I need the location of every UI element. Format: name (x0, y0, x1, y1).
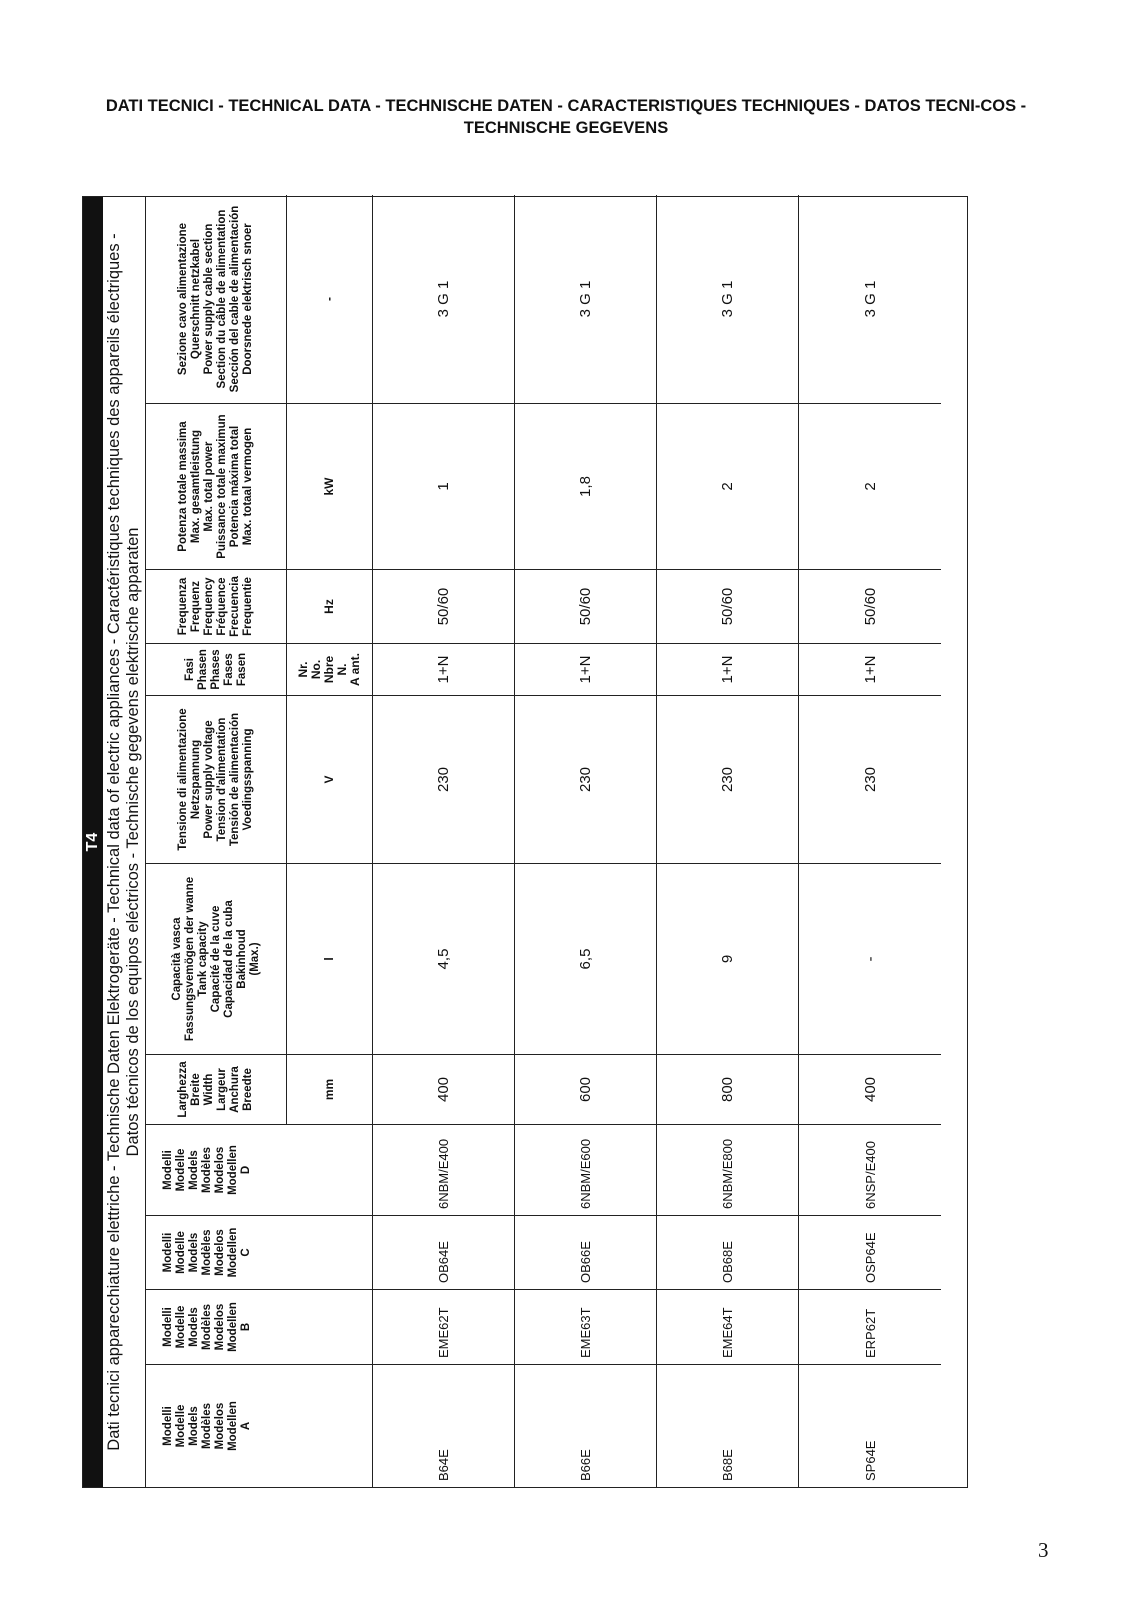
column-header-line: Querschnitt netzkabel (190, 238, 202, 360)
page-title: DATI TECNICI - TECHNICAL DATA - TECHNISCHE DATEN - CARACTERISTIQUES TECHNIQUES - DATOS TECNI-COS - TECHNISCHE GEGEVENS (105, 97, 1027, 137)
column-header-line: Models (188, 1232, 200, 1273)
column-header-line: Frequenza (177, 577, 189, 636)
table-cell-capacity: 9 (657, 863, 799, 1054)
column-header-line: Netzspannung (190, 739, 202, 820)
column-header-line: Width (203, 1073, 215, 1106)
table-cell-model-d: 6NBM/E600 (515, 1124, 657, 1215)
column-header-capacity (146, 863, 287, 1054)
table-cell-width: 400 (373, 1054, 515, 1124)
table-cell-voltage: 230 (799, 695, 941, 863)
table-cell-voltage: 230 (515, 695, 657, 863)
column-header-line: Larghezza (177, 1061, 189, 1118)
unit-line: Nbre (322, 655, 336, 684)
column-header-line: Modelli (162, 1150, 174, 1190)
table-cell-model-b: EME62T (373, 1289, 515, 1364)
table-cell-model-c: OB68E (657, 1215, 799, 1289)
unit-cell-cable (287, 195, 373, 403)
column-header-line: Power supply voltage (203, 720, 215, 839)
column-header-line: Max. gesamtleistung (190, 429, 202, 544)
table-cell-power: 1,8 (515, 403, 657, 569)
column-header-line: Puissance totale maximun (216, 414, 228, 559)
unit-cell-power (287, 403, 373, 569)
table-cell-width: 800 (657, 1054, 799, 1124)
table-cell-model-b: EME64T (657, 1289, 799, 1364)
table-cell-capacity: - (799, 863, 941, 1054)
unit-line: N. (335, 663, 349, 676)
unit-line: Hz (322, 599, 336, 614)
column-header-model-b (146, 1289, 373, 1364)
column-header-line: Section du câble de alimentation (216, 209, 228, 389)
column-header-line: Sección del cable de alimentación (229, 205, 241, 393)
table-cell-frequency: 50/60 (373, 569, 515, 643)
column-header-line: Models (188, 1307, 200, 1347)
table-cell-model-c: OSP64E (799, 1215, 941, 1289)
table-cell-cable: 3 G 1 (657, 195, 799, 403)
column-header-line: Modellen (227, 1227, 239, 1278)
column-header-line: Fasi (183, 658, 196, 682)
column-header-line: Bakinhoud (235, 929, 248, 989)
column-header-line: Capacità vasca (170, 917, 183, 1001)
column-header-line: Frequentie (242, 577, 254, 636)
column-header-line: Capacité de la cuve (209, 905, 222, 1013)
column-header-line: Tank capacity (196, 921, 209, 997)
table-caption-line-2: Datos técnicos de los equipos eléctricos - Technische gegevens elektrische apparaten (124, 527, 142, 1157)
column-header-frequency (146, 569, 287, 643)
table-cell-width: 600 (515, 1054, 657, 1124)
table-cell-cable: 3 G 1 (515, 195, 657, 403)
unit-line: l (322, 957, 336, 961)
column-header-line: Modellen (227, 1302, 239, 1352)
table-cell-model-d: 6NBM/E400 (373, 1124, 515, 1215)
column-header-line: Breedte (242, 1068, 254, 1111)
column-header-line: Fasen (235, 652, 248, 687)
column-header-line: Max. total power (203, 441, 215, 532)
table-cell-model-b: EME63T (515, 1289, 657, 1364)
column-header-line: Fases (222, 653, 235, 686)
column-header-line: Modelos (214, 1146, 226, 1194)
column-header-line: Modèles (201, 1403, 213, 1450)
column-header-line: Frecuencia (229, 576, 241, 637)
table-cell-power: 2 (799, 403, 941, 569)
table-cell-model-b: ERP62T (799, 1289, 941, 1364)
unit-line: kW (322, 477, 336, 496)
column-header-line: Potencia máxima total (229, 425, 241, 548)
table-cell-capacity: 6,5 (515, 863, 657, 1054)
table-cell-capacity: 4,5 (373, 863, 515, 1054)
column-header-line: Phases (209, 649, 222, 690)
table-cell-phases: 1+N (515, 643, 657, 695)
column-header-line: Modelli (162, 1232, 174, 1273)
unit-cell-frequency (287, 569, 373, 643)
column-header-line: Fassungsvemögen der wanne (183, 876, 196, 1042)
table-cell-power: 1 (373, 403, 515, 569)
column-header-line: Tension d'alimentation (216, 717, 228, 842)
column-header-line: Frequenz (190, 580, 202, 633)
unit-line: - (322, 297, 336, 301)
column-header-line: Anchura (229, 1066, 241, 1113)
column-header-line: Modèles (201, 1304, 213, 1351)
unit-line: A ant. (348, 653, 362, 686)
column-header-line: Modelle (175, 1231, 187, 1274)
column-header-cable (146, 195, 287, 403)
table-cell-model-d: 6NSP/E400 (799, 1124, 941, 1215)
table-cell-frequency: 50/60 (657, 569, 799, 643)
column-header-line: Phasen (196, 649, 209, 690)
column-header-line: Sezione cavo alimentazione (177, 222, 189, 376)
table-cell-phases: 1+N (373, 643, 515, 695)
table-caption-line-1: Dati tecnici apparecchiature elettriche - Technische Daten Elektrogeräte - Technical data of electric appliances - Caractéristiques techniques des appareils électriques - (105, 233, 123, 1451)
column-header-line: A (240, 1421, 252, 1431)
column-header-line: Modellen (227, 1145, 239, 1195)
table-cell-model-a: B64E (373, 1364, 515, 1487)
table-label: T4 (83, 197, 103, 1487)
table-cell-model-c: OB66E (515, 1215, 657, 1289)
table-cell-frequency: 50/60 (515, 569, 657, 643)
column-header-line: C (240, 1248, 252, 1257)
table-cell-model-a: SP64E (799, 1364, 941, 1487)
table-cell-width: 400 (799, 1054, 941, 1124)
column-header-line: Modelli (162, 1406, 174, 1446)
column-header-line: Modelle (175, 1148, 187, 1192)
table-cell-model-a: B66E (515, 1364, 657, 1487)
unit-line: mm (322, 1078, 336, 1101)
column-header-line: Breite (190, 1073, 202, 1106)
column-header-line: Largeur (216, 1068, 228, 1111)
column-header-line: (Max.) (248, 942, 261, 976)
column-header-line: Power supply cable section (203, 223, 215, 375)
table-cell-model-a: B68E (657, 1364, 799, 1487)
column-header-line: Modèles (201, 1147, 213, 1194)
column-header-line: Fréquence (216, 577, 228, 636)
table-cell-model-d: 6NBM/E800 (657, 1124, 799, 1215)
column-header-line: Modelos (214, 1303, 226, 1351)
table-cell-cable: 3 G 1 (373, 195, 515, 403)
column-header-line: Doorsnede elektrisch snoer (242, 223, 254, 375)
table-caption (103, 197, 146, 1487)
unit-line: No. (309, 659, 323, 680)
table-cell-power: 2 (657, 403, 799, 569)
column-header-power (146, 403, 287, 569)
column-header-line: Potenza totale massima (177, 421, 189, 552)
column-header-line: Modèles (201, 1229, 213, 1276)
unit-cell-width (287, 1054, 373, 1124)
table-cell-model-c: OB64E (373, 1215, 515, 1289)
column-header-line: Modellen (227, 1401, 239, 1451)
column-header-line: B (240, 1322, 252, 1332)
column-header-line: Models (188, 1150, 200, 1190)
column-header-line: Tensione di alimentazione (177, 708, 189, 851)
table-cell-frequency: 50/60 (799, 569, 941, 643)
column-header-width (146, 1054, 287, 1124)
column-header-model-d (146, 1124, 373, 1215)
column-header-line: Modelos (214, 1402, 226, 1450)
unit-line: Nr. (296, 661, 310, 678)
column-header-voltage (146, 695, 287, 863)
column-header-line: Modelle (175, 1305, 187, 1349)
column-header-line: Modelli (162, 1307, 174, 1347)
column-header-line: Voedingsspanning (242, 728, 254, 831)
column-header-line: Modelos (214, 1229, 226, 1276)
unit-cell-phases (287, 643, 373, 695)
unit-cell-voltage (287, 695, 373, 863)
column-header-model-c (146, 1215, 373, 1289)
table-cell-phases: 1+N (799, 643, 941, 695)
column-header-line: Max. totaal vermogen (242, 427, 254, 546)
column-header-line: Frequency (203, 577, 215, 636)
column-header-line: D (240, 1165, 252, 1175)
unit-line: V (322, 775, 336, 784)
table-cell-phases: 1+N (657, 643, 799, 695)
column-header-line: Modelle (175, 1404, 187, 1448)
column-header-line: Capacidad de la cuba (222, 900, 235, 1018)
column-header-phases (146, 643, 287, 695)
column-header-line: Tensión de alimentación (229, 712, 241, 847)
technical-data-table (82, 196, 968, 1488)
unit-cell-capacity (287, 863, 373, 1054)
table-cell-cable: 3 G 1 (861, 280, 879, 318)
column-header-line: Models (188, 1406, 200, 1446)
table-cell-voltage: 230 (373, 695, 515, 863)
table-cell-voltage: 230 (657, 695, 799, 863)
column-header-model-a (146, 1364, 373, 1487)
page-number: 3 (1038, 1538, 1049, 1562)
